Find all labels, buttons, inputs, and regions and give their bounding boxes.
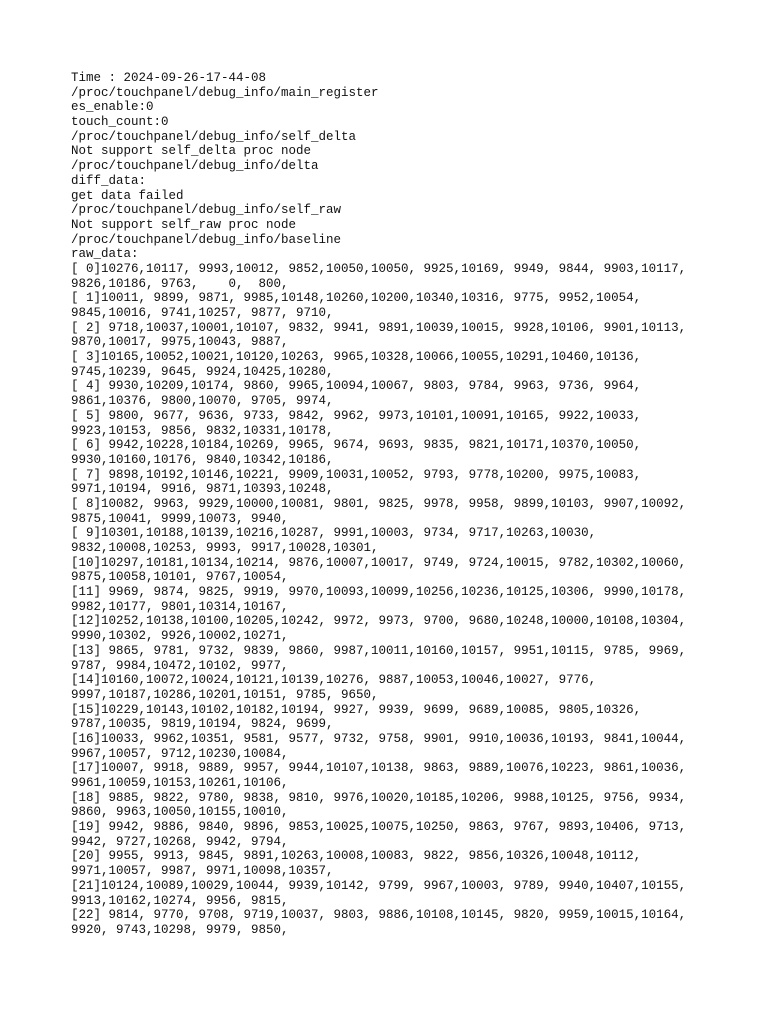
log-line: 9826,10186, 9763, 0, 800, bbox=[71, 276, 289, 291]
log-line: [16]10033, 9962,10351, 9581, 9577, 9732, 9758, 9901, 9910,10036,10193, 9841,10044, bbox=[71, 731, 687, 746]
log-line: [14]10160,10072,10024,10121,10139,10276, 9887,10053,10046,10027, 9776, bbox=[71, 673, 597, 688]
log-line: [ 4] 9930,10209,10174, 9860, 9965,10094,10067, 9803, 9784, 9963, 9736, 9964, bbox=[71, 379, 642, 394]
log-line: [13] 9865, 9781, 9732, 9839, 9860, 9987,10011,10160,10157, 9951,10115, 9785, 9969, bbox=[71, 643, 687, 658]
log-line: 9961,10059,10153,10261,10106, bbox=[71, 776, 289, 790]
log-line: /proc/touchpanel/debug_info/self_raw bbox=[71, 203, 342, 218]
log-line: 9875,10041, 9999,10073, 9940, bbox=[71, 511, 289, 526]
log-line: [21]10124,10089,10029,10044, 9939,10142, 9799, 9967,10003, 9789, 9940,10407,10155, bbox=[71, 878, 687, 893]
log-line: [22] 9814, 9770, 9708, 9719,10037, 9803, 9886,10108,10145, 9820, 9959,10015,10164, bbox=[71, 908, 687, 923]
log-line: [10]10297,10181,10134,10214, 9876,10007,10017, 9749, 9724,10015, 9782,10302,10060, bbox=[71, 555, 687, 570]
log-line: 9875,10058,10101, 9767,10054, bbox=[71, 570, 289, 585]
log-line: touch_count:0 bbox=[71, 115, 169, 130]
log-line: [15]10229,10143,10102,10182,10194, 9927, 9939, 9699, 9689,10085, 9805,10326, bbox=[71, 702, 642, 717]
log-line: [ 0]10276,10117, 9993,10012, 9852,10050,10050, 9925,10169, 9949, 9844, 9903,10117, bbox=[71, 261, 687, 276]
log-line: 9930,10160,10176, 9840,10342,10186, bbox=[71, 452, 334, 467]
log-line: [19] 9942, 9886, 9840, 9896, 9853,10025,10075,10250, 9863, 9767, 9893,10406, 9713, bbox=[71, 820, 687, 835]
log-line: [ 6] 9942,10228,10184,10269, 9965, 9674, 9693, 9835, 9821,10171,10370,10050, bbox=[71, 438, 642, 453]
log-line: es_enable:0 bbox=[71, 100, 154, 115]
log-line: /proc/touchpanel/debug_info/main_register bbox=[71, 85, 379, 100]
log-line: raw_data: bbox=[71, 247, 139, 262]
log-line: [11] 9969, 9874, 9825, 9919, 9970,10093,10099,10256,10236,10125,10306, 9990,10178, bbox=[71, 585, 687, 600]
log-line: 9913,10162,10274, 9956, 9815, bbox=[71, 893, 289, 908]
log-line: [ 7] 9898,10192,10146,10221, 9909,10031,10052, 9793, 9778,10200, 9975,10083, bbox=[71, 467, 642, 482]
log-line: [ 5] 9800, 9677, 9636, 9733, 9842, 9962, 9973,10101,10091,10165, 9922,10033, bbox=[71, 408, 642, 423]
log-line: 9832,10008,10253, 9993, 9917,10028,10301, bbox=[71, 541, 379, 555]
log-line: 9967,10057, 9712,10230,10084, bbox=[71, 746, 289, 761]
log-line: [ 2] 9718,10037,10001,10107, 9832, 9941, 9891,10039,10015, 9928,10106, 9901,10113, bbox=[71, 320, 687, 335]
log-line: 9942, 9727,10268, 9942, 9794, bbox=[71, 834, 289, 849]
log-line: diff_data: bbox=[71, 173, 147, 188]
log-line: [ 1]10011, 9899, 9871, 9985,10148,10260,10200,10340,10316, 9775, 9952,10054, bbox=[71, 291, 642, 306]
log-line: Time : 2024-09-26-17-44-08 bbox=[71, 71, 267, 85]
log-line: 9787, 9984,10472,10102, 9977, bbox=[71, 658, 289, 673]
log-line: 9860, 9963,10050,10155,10010, bbox=[71, 805, 289, 820]
log-line: /proc/touchpanel/debug_info/baseline bbox=[71, 232, 342, 247]
log-line: get data failed bbox=[71, 188, 184, 203]
log-line: 9971,10057, 9987, 9971,10098,10357, bbox=[71, 864, 334, 879]
log-line: [ 8]10082, 9963, 9929,10000,10081, 9801, 9825, 9978, 9958, 9899,10103, 9907,10092, bbox=[71, 496, 687, 511]
debug-log-text bbox=[71, 71, 751, 938]
log-line: 9861,10376, 9800,10070, 9705, 9974, bbox=[71, 394, 334, 409]
log-line: 9997,10187,10286,10201,10151, 9785, 9650, bbox=[71, 687, 379, 702]
log-line: 9787,10035, 9819,10194, 9824, 9699, bbox=[71, 717, 334, 732]
log-line: 9971,10194, 9916, 9871,10393,10248, bbox=[71, 482, 334, 497]
log-line: Not support self_raw proc node bbox=[71, 217, 297, 232]
log-line: [20] 9955, 9913, 9845, 9891,10263,10008,10083, 9822, 9856,10326,10048,10112, bbox=[71, 849, 642, 864]
log-line: 9845,10016, 9741,10257, 9877, 9710, bbox=[71, 306, 334, 320]
log-line: Not support self_delta proc node bbox=[71, 144, 312, 159]
log-line: 9870,10017, 9975,10043, 9887, bbox=[71, 335, 289, 350]
log-line: 9990,10302, 9926,10002,10271, bbox=[71, 629, 289, 644]
log-line: [ 9]10301,10188,10139,10216,10287, 9991,10003, 9734, 9717,10263,10030, bbox=[71, 526, 597, 541]
log-line: 9745,10239, 9645, 9924,10425,10280, bbox=[71, 364, 334, 379]
log-line: [17]10007, 9918, 9889, 9957, 9944,10107,10138, 9863, 9889,10076,10223, 9861,10036, bbox=[71, 761, 687, 776]
log-line: /proc/touchpanel/debug_info/self_delta bbox=[71, 129, 357, 144]
log-line: 9982,10177, 9801,10314,10167, bbox=[71, 599, 289, 614]
log-line: 9923,10153, 9856, 9832,10331,10178, bbox=[71, 423, 334, 438]
log-line: [12]10252,10138,10100,10205,10242, 9972, 9973, 9700, 9680,10248,10000,10108,10304, bbox=[71, 614, 687, 629]
log-line: /proc/touchpanel/debug_info/delta bbox=[71, 159, 319, 174]
log-line: [ 3]10165,10052,10021,10120,10263, 9965,10328,10066,10055,10291,10460,10136, bbox=[71, 350, 642, 365]
log-line: [18] 9885, 9822, 9780, 9838, 9810, 9976,10020,10185,10206, 9988,10125, 9756, 9934, bbox=[71, 790, 687, 805]
log-line: 9920, 9743,10298, 9979, 9850, bbox=[71, 922, 289, 937]
